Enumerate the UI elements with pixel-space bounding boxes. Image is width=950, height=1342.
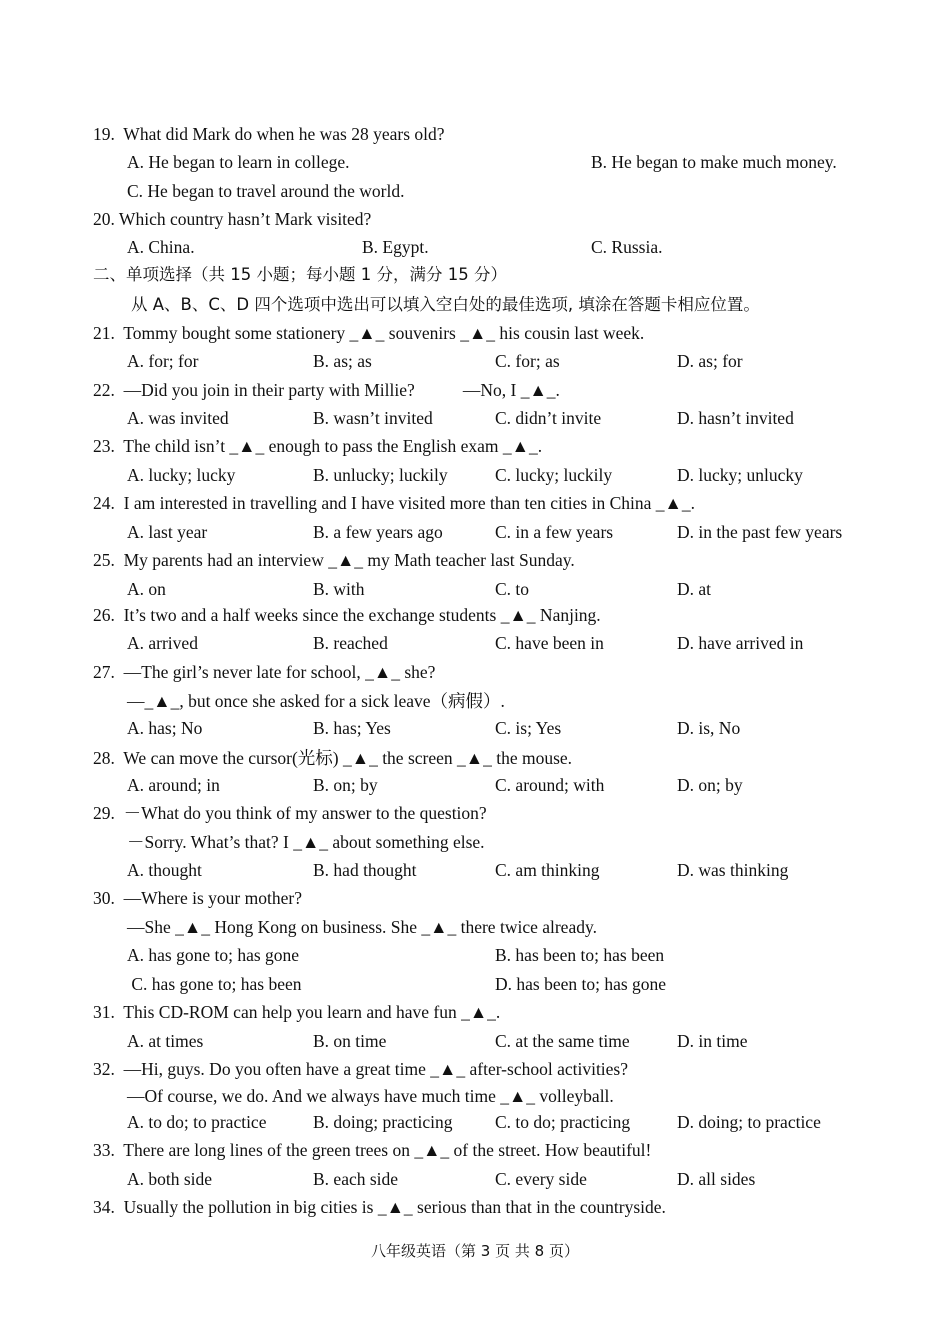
question-20: 20. Which country hasn’t Mark visited? — [93, 209, 372, 229]
q27-option-c: C. is; Yes — [495, 718, 562, 738]
q31-option-a: A. at times — [127, 1031, 204, 1051]
q26-option-d: D. have arrived in — [677, 633, 804, 653]
q31-option-c: C. at the same time — [495, 1031, 630, 1051]
q20-option-c: C. Russia. — [591, 237, 663, 257]
q29-option-a: A. thought — [127, 860, 202, 880]
q29-option-c: C. am thinking — [495, 860, 600, 880]
q32-option-d: D. doing; to practice — [677, 1112, 821, 1132]
question-25: 25. My parents had an interview _▲_ my Math teacher last Sunday. — [93, 550, 575, 570]
q32-reply: —Of course, we do. And we always have much time _▲_ volleyball. — [127, 1086, 614, 1106]
q28-option-b: B. on; by — [313, 775, 378, 795]
q31-option-b: B. on time — [313, 1031, 387, 1051]
q20-option-b: B. Egypt. — [362, 237, 429, 257]
section-instruction: 从 A、B、C、D 四个选项中选出可以填入空白处的最佳选项, 填涂在答题卡相应位置。 — [131, 295, 760, 314]
q22-option-c: C. didn’t invite — [495, 408, 602, 428]
q25-option-d: D. at — [677, 579, 712, 599]
q21-option-b: B. as; as — [313, 351, 372, 371]
question-34: 34. Usually the pollution in big cities is _▲_ serious than that in the countryside. — [93, 1197, 666, 1217]
question-27: 27. —The girl’s never late for school, _▲_ she? — [93, 662, 436, 682]
q30-option-c: C. has gone to; has been — [127, 974, 302, 994]
q30-reply: —She _▲_ Hong Kong on business. She _▲_ there twice already. — [127, 917, 597, 937]
q27-option-d: D. is, No — [677, 718, 741, 738]
question-21: 21. Tommy bought some stationery _▲_ souvenirs _▲_ his cousin last week. — [93, 323, 645, 343]
q22-option-d: D. hasn’t invited — [677, 408, 794, 428]
q21-option-d: D. as; for — [677, 351, 743, 371]
q24-option-c: C. in a few years — [495, 522, 614, 542]
q30-option-d: D. has been to; has gone — [495, 974, 667, 994]
q26-option-a: A. arrived — [127, 633, 198, 653]
q21-option-c: C. for; as — [495, 351, 560, 371]
q26-option-b: B. reached — [313, 633, 388, 653]
q23-option-a: A. lucky; lucky — [127, 465, 236, 485]
q19-option-a: A. He began to learn in college. — [127, 152, 350, 172]
q22-option-b: B. wasn’t invited — [313, 408, 433, 428]
question-19: 19. What did Mark do when he was 28 years old? — [93, 124, 445, 144]
q29-option-b: B. had thought — [313, 860, 417, 880]
q22-option-a: A. was invited — [127, 408, 229, 428]
question-26: 26. It’s two and a half weeks since the exchange students _▲_ Nanjing. — [93, 605, 601, 625]
q28-option-a: A. around; in — [127, 775, 220, 795]
q31-option-d: D. in time — [677, 1031, 748, 1051]
q23-option-d: D. lucky; unlucky — [677, 465, 803, 485]
q28-option-c: C. around; with — [495, 775, 605, 795]
q21-option-a: A. for; for — [127, 351, 199, 371]
section-title: 二、单项选择（共 15 小题；每小题 1 分，满分 15 分） — [93, 265, 507, 284]
question-31: 31. This CD-ROM can help you learn and have fun _▲_. — [93, 1002, 501, 1022]
q25-option-c: C. to — [495, 579, 530, 599]
q27-option-b: B. has; Yes — [313, 718, 391, 738]
q24-option-a: A. last year — [127, 522, 208, 542]
question-33: 33. There are long lines of the green trees on _▲_ of the street. How beautiful! — [93, 1140, 652, 1160]
q29-option-d: D. was thinking — [677, 860, 789, 880]
q19-option-b: B. He began to make much money. — [591, 152, 837, 172]
q24-option-b: B. a few years ago — [313, 522, 443, 542]
question-32: 32. —Hi, guys. Do you often have a great time _▲_ after-school activities? — [93, 1059, 629, 1079]
q33-option-d: D. all sides — [677, 1169, 756, 1189]
q26-option-c: C. have been in — [495, 633, 604, 653]
question-29: 29. －What do you think of my answer to the question? — [93, 803, 487, 823]
q32-option-c: C. to do; practicing — [495, 1112, 631, 1132]
question-28: 28. We can move the cursor(光标) _▲_ the screen _▲_ the mouse. — [93, 748, 573, 768]
q27-reply: —_▲_, but once she asked for a sick leave（病假）. — [127, 691, 505, 711]
question-23: 23. The child isn’t _▲_ enough to pass the English exam _▲_. — [93, 436, 543, 456]
q32-option-b: B. doing; practicing — [313, 1112, 453, 1132]
q23-option-b: B. unlucky; luckily — [313, 465, 448, 485]
q29-reply: －Sorry. What’s that? I _▲_ about something else. — [127, 832, 485, 852]
q27-option-a: A. has; No — [127, 718, 203, 738]
q25-option-b: B. with — [313, 579, 365, 599]
page-footer: 八年级英语（第 3 页 共 8 页） — [371, 1242, 579, 1260]
q33-option-a: A. both side — [127, 1169, 213, 1189]
q30-option-a: A. has gone to; has gone — [127, 945, 300, 965]
q28-option-d: D. on; by — [677, 775, 743, 795]
q30-option-b: B. has been to; has been — [495, 945, 665, 965]
q20-option-a: A. China. — [127, 237, 195, 257]
question-22: 22. —Did you join in their party with Millie? —No, I _▲_. — [93, 380, 560, 400]
q25-option-a: A. on — [127, 579, 166, 599]
q32-option-a: A. to do; to practice — [127, 1112, 267, 1132]
q33-option-b: B. each side — [313, 1169, 399, 1189]
question-30: 30. —Where is your mother? — [93, 888, 302, 908]
question-24: 24. I am interested in travelling and I have visited more than ten cities in China _▲_. — [93, 493, 695, 513]
q19-option-c: C. He began to travel around the world. — [127, 181, 405, 201]
q23-option-c: C. lucky; luckily — [495, 465, 613, 485]
q24-option-d: D. in the past few years — [677, 522, 843, 542]
q33-option-c: C. every side — [495, 1169, 587, 1189]
